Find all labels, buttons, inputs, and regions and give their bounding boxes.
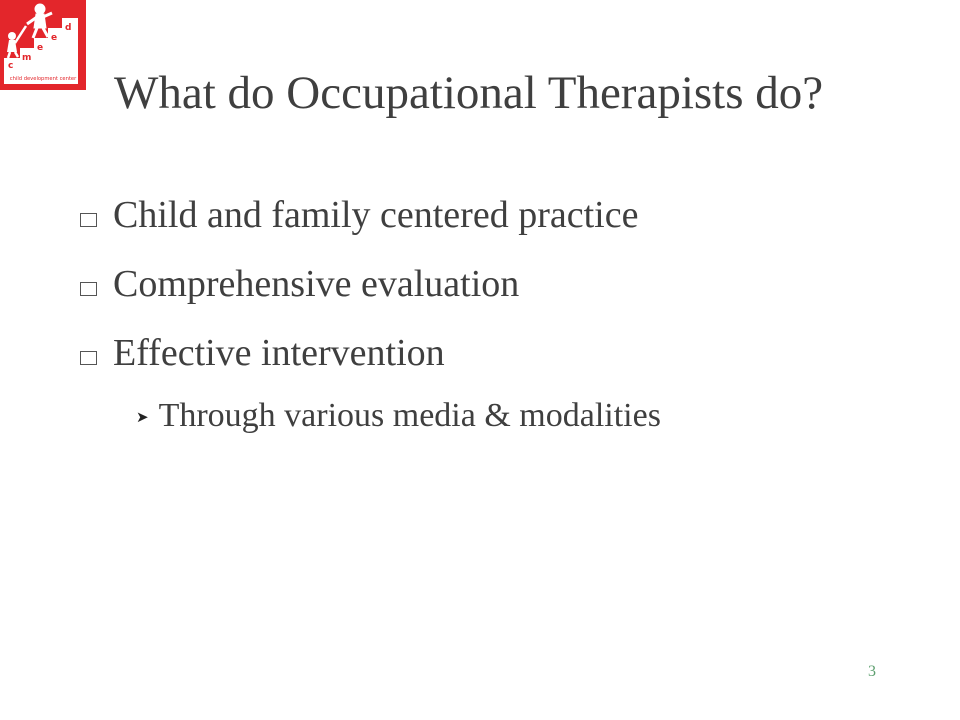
bullet-item <box>80 196 638 234</box>
bullet-text: Comprehensive evaluation <box>113 263 520 305</box>
bullet-item <box>80 265 519 303</box>
svg-text:d: d <box>65 23 72 33</box>
square-bullet-icon <box>80 213 97 227</box>
square-bullet-icon <box>80 351 97 365</box>
sub-bullet-item <box>136 399 661 433</box>
svg-text:e: e <box>37 43 44 53</box>
svg-text:c: c <box>8 61 14 71</box>
bullet-item <box>80 334 445 372</box>
svg-text:m: m <box>22 53 32 63</box>
bullet-text: Child and family centered practice <box>113 194 639 236</box>
svg-text:e: e <box>51 33 58 43</box>
slide-title: What do Occupational Therapists do? <box>114 67 824 119</box>
page-number: 3 <box>868 663 876 680</box>
bullet-text: Effective intervention <box>113 332 445 374</box>
sub-bullet-text: Through various media & modalities <box>158 397 661 434</box>
square-bullet-icon <box>80 282 97 296</box>
arrow-bullet-icon: ➤ <box>136 408 149 426</box>
logo-tagline: child development center <box>9 76 77 82</box>
